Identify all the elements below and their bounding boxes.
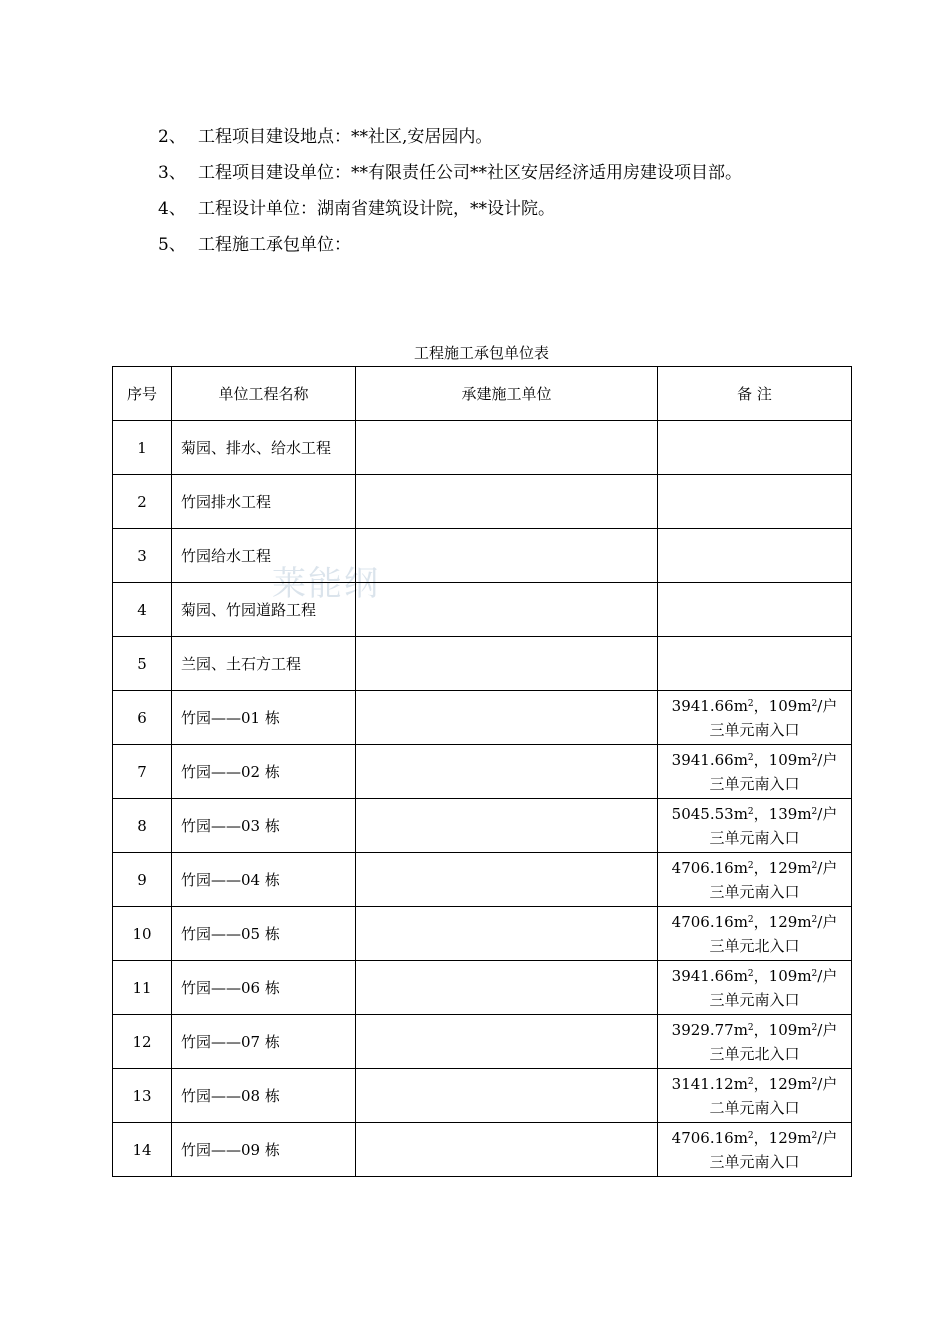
per-unit-value: 109 [768, 696, 798, 715]
cell-name: 竹园——01 栋 [172, 691, 356, 745]
table-row [113, 637, 852, 691]
cell-no: 13 [113, 1069, 172, 1123]
cell-contractor [356, 853, 658, 907]
per-unit-value: 139 [768, 804, 798, 823]
per-unit-value: 129 [768, 858, 798, 877]
cell-name: 竹园排水工程 [172, 475, 356, 529]
area-value: 3929.77 [671, 1020, 734, 1039]
cell-name: 竹园给水工程 [172, 529, 356, 583]
table-header-row [113, 367, 852, 421]
item-number: 3、 [158, 163, 186, 183]
cell-contractor [356, 745, 658, 799]
cell-note: $3941.66m^2$，$109m^2/$户 三单元南入口 [658, 691, 852, 745]
cell-no: 1 [113, 421, 172, 475]
cell-contractor [356, 583, 658, 637]
cell-name: 竹园——04 栋 [172, 853, 356, 907]
table-row [113, 583, 852, 637]
cell-name: 菊园、竹园道路工程 [172, 583, 356, 637]
area-value: 4706.16 [671, 858, 734, 877]
cell-name: 兰园、土石方工程 [172, 637, 356, 691]
area-value: 4706.16 [671, 1128, 734, 1147]
per-unit-value: 129 [768, 1074, 798, 1093]
table-row [113, 745, 852, 799]
cell-name: 竹园——06 栋 [172, 961, 356, 1015]
entrance-note: 三单元南入口 [709, 828, 800, 847]
entrance-note: 三单元南入口 [709, 720, 800, 739]
cell-note [658, 475, 852, 529]
cell-name: 竹园——09 栋 [172, 1123, 356, 1177]
header-note: 备 注 [658, 367, 852, 421]
cell-note [658, 529, 852, 583]
header-name: 单位工程名称 [172, 367, 356, 421]
area-value: 4706.16 [671, 912, 734, 931]
table-title: 工程施工承包单位表 [413, 344, 549, 362]
table-row [113, 1123, 852, 1177]
per-unit-value: 109 [768, 750, 798, 769]
entrance-note: 三单元南入口 [709, 774, 800, 793]
cell-name: 竹园——05 栋 [172, 907, 356, 961]
item-text: 工程设计单位：湖南省建筑设计院，**设计院。 [198, 199, 555, 219]
cell-contractor [356, 637, 658, 691]
cell-no: 11 [113, 961, 172, 1015]
cell-contractor [356, 1069, 658, 1123]
cell-note: $3929.77m^2$，$109m^2/$户 三单元北入口 [658, 1015, 852, 1069]
item-number: 2、 [158, 127, 186, 147]
item-number: 5、 [158, 235, 186, 255]
cell-no: 10 [113, 907, 172, 961]
item-text: 工程施工承包单位： [198, 235, 351, 255]
list-item [158, 230, 742, 266]
table-row [113, 907, 852, 961]
cell-no: 9 [113, 853, 172, 907]
cell-note [658, 421, 852, 475]
cell-no: 12 [113, 1015, 172, 1069]
table-row [113, 529, 852, 583]
table-row [113, 961, 852, 1015]
cell-note: $5045.53m^2$，$139m^2/$户 三单元南入口 [658, 799, 852, 853]
cell-contractor [356, 691, 658, 745]
cell-contractor [356, 799, 658, 853]
list-item [158, 158, 742, 194]
cell-no: 3 [113, 529, 172, 583]
item-text: 工程项目建设地点：**社区,安居园内。 [198, 127, 493, 147]
header-contractor: 承建施工单位 [356, 367, 658, 421]
cell-note: $4706.16m^2$，$129m^2/$户 三单元北入口 [658, 907, 852, 961]
area-value: 3941.66 [671, 966, 734, 985]
cell-no: 7 [113, 745, 172, 799]
entrance-note: 三单元南入口 [709, 990, 800, 1009]
entrance-note: 二单元南入口 [709, 1098, 800, 1117]
cell-contractor [356, 1015, 658, 1069]
per-unit-value: 129 [768, 1128, 798, 1147]
table-row [113, 1015, 852, 1069]
header-no: 序号 [113, 367, 172, 421]
area-value: 3141.12 [671, 1074, 734, 1093]
per-unit-value: 129 [768, 912, 798, 931]
item-number: 4、 [158, 199, 186, 219]
cell-note: $4706.16m^2$，$129m^2/$户 三单元南入口 [658, 1123, 852, 1177]
cell-no: 4 [113, 583, 172, 637]
cell-contractor [356, 475, 658, 529]
cell-name: 菊园、排水、给水工程 [172, 421, 356, 475]
cell-no: 6 [113, 691, 172, 745]
cell-note [658, 637, 852, 691]
cell-note: $3941.66m^2$，$109m^2/$户 三单元南入口 [658, 961, 852, 1015]
numbered-list [158, 122, 742, 266]
cell-note: $3141.12m^2$，$129m^2/$户 二单元南入口 [658, 1069, 852, 1123]
cell-note: $4706.16m^2$，$129m^2/$户 三单元南入口 [658, 853, 852, 907]
cell-contractor [356, 529, 658, 583]
per-unit-value: 109 [768, 966, 798, 985]
table-row [113, 853, 852, 907]
cell-name: 竹园——07 栋 [172, 1015, 356, 1069]
entrance-note: 三单元北入口 [709, 936, 800, 955]
table-row [113, 799, 852, 853]
item-text: 工程项目建设单位：**有限责任公司**社区安居经济适用房建设项目部。 [198, 163, 742, 183]
entrance-note: 三单元南入口 [709, 882, 800, 901]
cell-contractor [356, 961, 658, 1015]
watermark: 莱能纲 [272, 564, 380, 604]
table-row [113, 475, 852, 529]
entrance-note: 三单元南入口 [709, 1152, 800, 1171]
cell-no: 2 [113, 475, 172, 529]
cell-no: 8 [113, 799, 172, 853]
area-value: 3941.66 [671, 696, 734, 715]
cell-no: 14 [113, 1123, 172, 1177]
table-row [113, 1069, 852, 1123]
cell-contractor [356, 421, 658, 475]
contractor-table [112, 366, 852, 1177]
cell-note: $3941.66m^2$，$109m^2/$户 三单元南入口 [658, 745, 852, 799]
cell-name: 竹园——03 栋 [172, 799, 356, 853]
table-row [113, 421, 852, 475]
list-item [158, 122, 742, 158]
cell-contractor [356, 1123, 658, 1177]
area-value: 3941.66 [671, 750, 734, 769]
cell-no: 5 [113, 637, 172, 691]
entrance-note: 三单元北入口 [709, 1044, 800, 1063]
cell-name: 竹园——02 栋 [172, 745, 356, 799]
list-item [158, 194, 742, 230]
cell-note [658, 583, 852, 637]
cell-contractor [356, 907, 658, 961]
table-body [113, 421, 852, 1177]
per-unit-value: 109 [768, 1020, 798, 1039]
table-row [113, 691, 852, 745]
area-value: 5045.53 [671, 804, 734, 823]
cell-name: 竹园——08 栋 [172, 1069, 356, 1123]
